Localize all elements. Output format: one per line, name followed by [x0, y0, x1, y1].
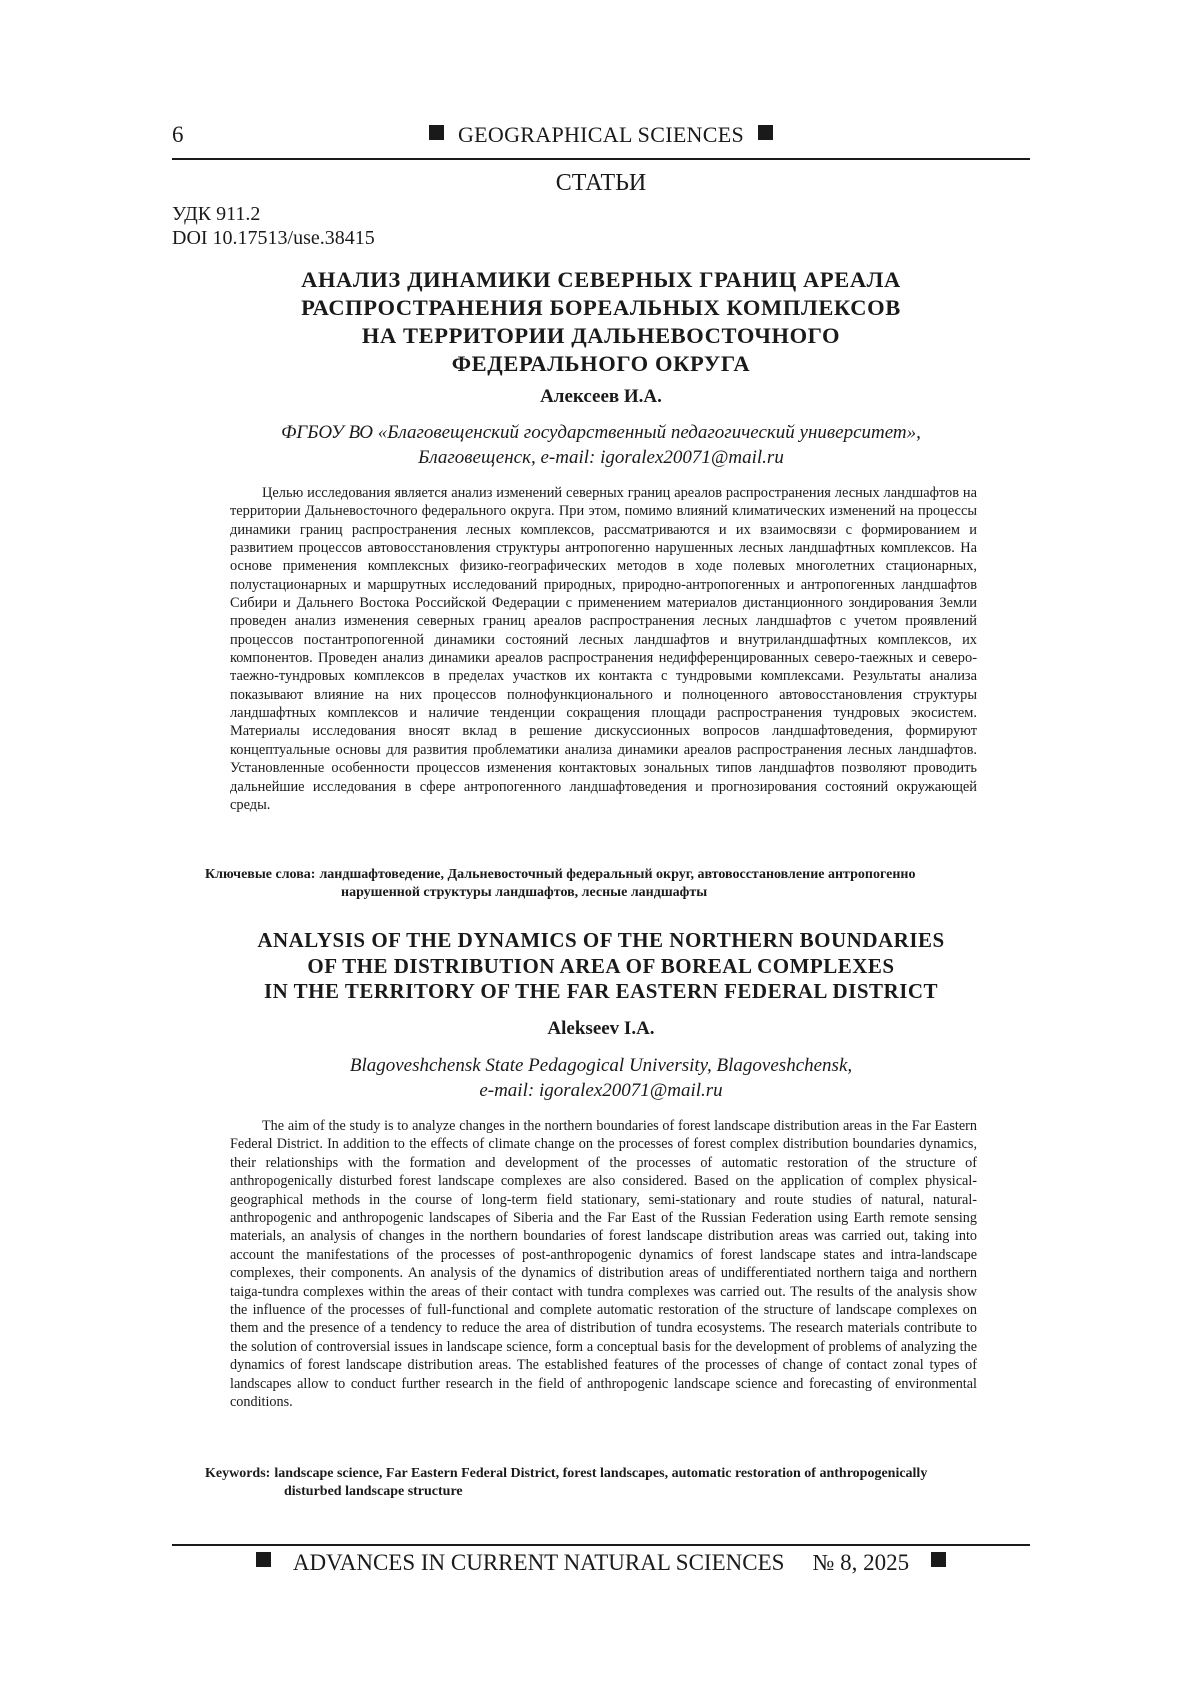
article-title-en: [172, 928, 1030, 1005]
header-divider: [172, 158, 1030, 160]
square-bullet-icon: [931, 1552, 946, 1567]
abstract-ru: [230, 484, 977, 814]
author-en: Alekseev I.A.: [547, 1018, 655, 1039]
issue-number: № 8, 2025: [812, 1550, 910, 1575]
title-line: НА ТЕРРИТОРИИ ДАЛЬНЕВОСТОЧНОГО: [361, 323, 841, 348]
title-line: АНАЛИЗ ДИНАМИКИ СЕВЕРНЫХ ГРАНИЦ АРЕАЛА: [301, 267, 901, 292]
keywords-en: [205, 1465, 1025, 1501]
keywords-text: ландшафтоведение, Дальневосточный федеральный округ, автовосстановление антропогенно: [319, 867, 916, 882]
abstract-text: The aim of the study is to analyze changes in the northern boundaries of forest landscape distribution areas in the Far Eastern Federal District. In addition to the effects of climate change on the processes of forest complex distribution boundaries dynamics, their relationships with the formation and development of the processes of automatic restoration of the structure of anthropogenically disturbed forest landscape complexes are also considered. Based on the application of complex physical-geographical methods in the course of long-term field stationary, semi-stationary and route studies of natural, natural-anthropogenic and anthropogenic landscapes of Siberia and the Far East of the Russian Federation using Earth remote sensing materials, an analysis of changes in the northern boundaries of forest landscape distribution areas was carried out, taking into account the manifestations of the processes of post-anthropogenic dynamics of forest landscape states and intra-landscape complexes, their components. An analysis of the dynamics of distribution areas of undifferentiated northern taiga and northern taiga-tundra complexes within the areas of their contact with tundra complexes was carried out. The results of the analysis show the influence of the processes of full-functional and complete automatic restoration of the structure of landscape complexes on them and the presence of a tendency to reduce the area of distribution of tundra ecosystems. The research materials contribute to the solution of controversial issues in landscape science, form a conceptual basis for the development of problems of analyzing the dynamics of forest landscape distribution areas. The established features of the processes of change of contact zonal types of landscapes allow to conduct further research in the field of anthropogenic landscape science and forecasting of environmental conditions.: [230, 1118, 977, 1411]
title-line: IN THE TERRITORY OF THE FAR EASTERN FEDERAL DISTRICT: [263, 979, 939, 1003]
page-number: 6: [172, 122, 184, 147]
doi: DOI 10.17513/use.38415: [172, 227, 375, 249]
abstract-en: [230, 1117, 977, 1412]
title-line: РАСПРОСТРАНЕНИЯ БОРЕАЛЬНЫХ КОМПЛЕКСОВ: [301, 295, 901, 320]
abstract-text: Целью исследования является анализ изменений северных границ ареалов распространения лесных ландшафтов на территории Дальневосточного федерального округа. При этом, помимо влияний климатических изменений на процессы динамики границ распространения лесных комплексов, рассматриваются и их взаимосвязи с формированием и развитием процессов автовосстановления структуры антропогенно нарушенных лесных ландшафтных комплексов. На основе применения комплексных физико-географических методов в ходе полевых многолетних стационарных, полустационарных и маршрутных исследований природных, природно-антропогенных и антропогенных ландшафтов Сибири и Дальнего Востока Российской Федерации с применением материалов дистанционного зондирования Земли проведен анализ изменения северных границ ареалов распространения лесных ландшафтов с учетом проявлений процессов постантропогенной динамики состояний лесных ландшафтов и внутриландшафтных комплексов, их компонентов. Проведен анализ динамики ареалов распространения недифференцированных северо-таежных и северо-таежно-тундровых комплексов в пределах участков их контакта с тундровыми комплексами. Результаты анализа показывают влияние на них процессов полнофункционального и полноценного автовосстановления структуры ландшафтных комплексов и наличие тенденции сокращения площади распространения тундровых экосистем. Материалы исследования вносят вклад в решение дискуссионных вопросов ландшафтоведения, формируют концептуальные основы для развития проблематики анализа динамики ареалов распространения лесных ландшафтов. Установленные особенности процессов изменения контактовых зональных типов ландшафтов позволяют проводить дальнейшие исследования в сфере антропогенного ландшафтоведения и прогнозирования состояний окружающей среды.: [230, 485, 977, 813]
article-identifiers: [172, 202, 375, 250]
keywords-label: Ключевые слова:: [205, 867, 316, 882]
journal-section-title: GEOGRAPHICAL SCIENCES: [457, 122, 744, 147]
square-bullet-icon: [758, 125, 773, 140]
keywords-ru: [205, 866, 1017, 902]
footer-divider: [172, 1544, 1030, 1546]
keywords-text: disturbed landscape structure: [284, 1484, 463, 1499]
affiliation-en: [172, 1053, 1030, 1103]
square-bullet-icon: [429, 125, 444, 140]
keywords-text: landscape science, Far Eastern Federal District, forest landscapes, automatic restoration of anthropogenically: [274, 1466, 928, 1481]
author-ru: Алексеев И.А.: [540, 386, 662, 407]
title-line: OF THE DISTRIBUTION AREA OF BOREAL COMPLEXES: [307, 953, 895, 978]
square-bullet-icon: [256, 1552, 271, 1567]
affiliation-line: Благовещенск, e-mail: igoralex20071@mail.ru: [418, 447, 784, 468]
running-header: [172, 118, 1030, 160]
title-line: ANALYSIS OF THE DYNAMICS OF THE NORTHERN BOUNDARIES: [257, 928, 945, 952]
affiliation-line: e-mail: igoralex20071@mail.ru: [479, 1080, 723, 1101]
affiliation-line: Blagoveshchensk State Pedagogical University, Blagoveshchensk,: [349, 1055, 853, 1076]
affiliation-line: ФГБОУ ВО «Благовещенский государственный педагогический университет»,: [281, 422, 921, 443]
title-line: ФЕДЕРАЛЬНОГО ОКРУГА: [451, 351, 751, 376]
keywords-text: нарушенной структуры ландшафтов, лесные ландшафты: [341, 885, 708, 900]
section-label: СТАТЬИ: [555, 170, 647, 196]
affiliation-ru: [172, 420, 1030, 470]
footer-journal-name: ADVANCES IN CURRENT NATURAL SCIENCES: [292, 1550, 785, 1575]
udk-code: УДК 911.2: [172, 203, 261, 225]
keywords-label: Keywords:: [205, 1466, 271, 1481]
running-footer: [172, 1550, 1030, 1576]
journal-header: [172, 122, 1030, 148]
article-title-ru: [172, 266, 1030, 378]
